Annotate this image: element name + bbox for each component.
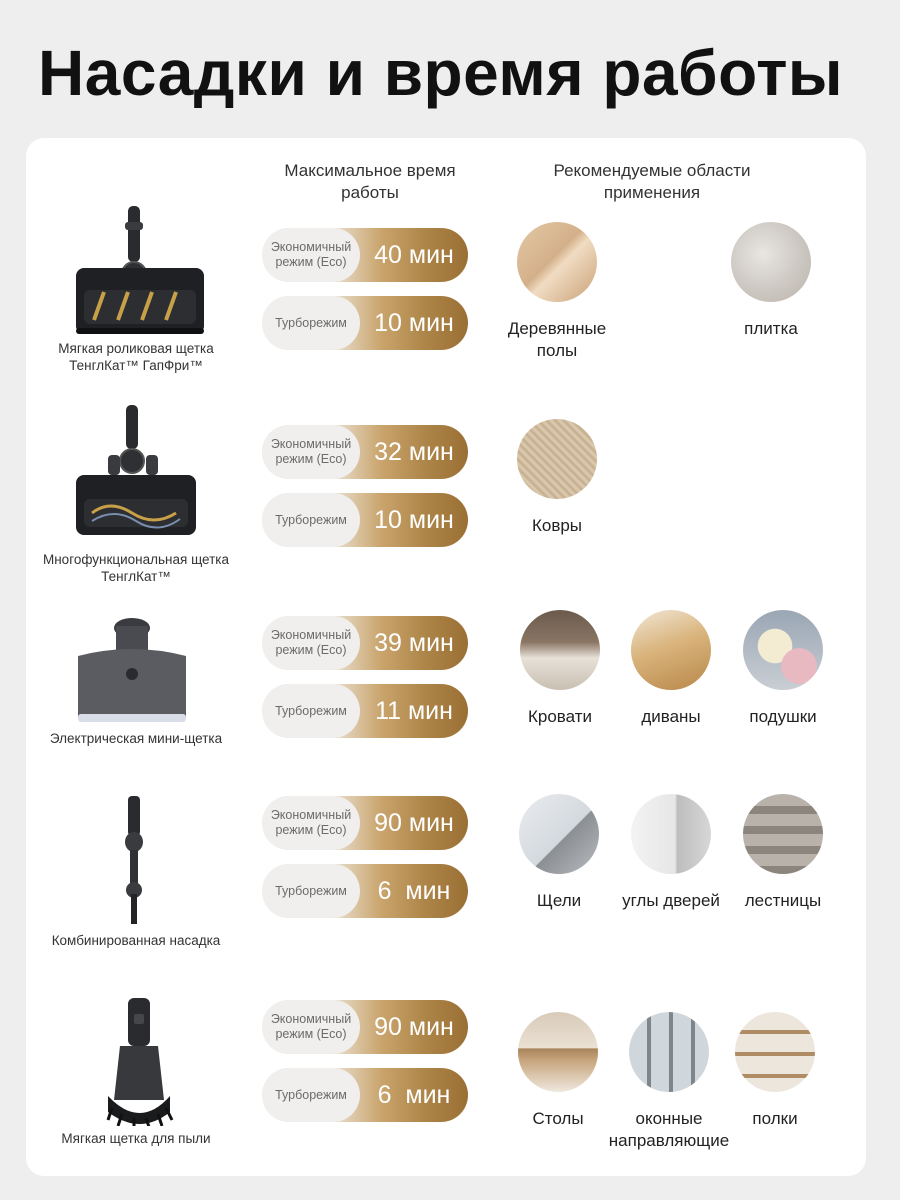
turbo-time-pill (262, 296, 468, 350)
area-label: плитка (744, 319, 798, 338)
mini-brush-image (72, 614, 192, 728)
area-label: Щели (536, 891, 582, 910)
attachment-row-multi-brush (26, 403, 866, 593)
area-label: диваны (641, 707, 701, 726)
header-areas: Рекомендуемые области применения (553, 161, 751, 202)
crevice-image (519, 794, 599, 874)
eco-time-pill (262, 1000, 468, 1054)
area-label: оконные направляющие (608, 1109, 730, 1150)
turbo-time-pill (262, 864, 468, 918)
area-label: Деревянные полы (507, 319, 607, 360)
turbo-time-value: 11 мин (375, 696, 453, 725)
eco-mode-label: Экономичный режим (Eco) (262, 1000, 360, 1054)
attachment-row-roller-brush (26, 204, 866, 384)
area-label: лестницы (744, 891, 822, 910)
attachment-row-combo-tool (26, 794, 866, 974)
attachment-row-dust-brush (26, 996, 866, 1166)
combo-tool-image (110, 794, 160, 924)
turbo-mode-label: Турборежим (262, 296, 360, 350)
roller-brush-image (70, 204, 210, 336)
turbo-mode-label: Турборежим (262, 1068, 360, 1122)
dust-brush-image (100, 996, 180, 1126)
eco-time-pill (262, 796, 468, 850)
eco-time-pill (262, 425, 468, 479)
eco-time-value: 39 мин (374, 628, 454, 657)
turbo-time-value: 6 мин (377, 876, 451, 905)
eco-time-pill (262, 228, 468, 282)
eco-time-value: 90 мин (374, 1012, 454, 1041)
area-label: углы дверей (622, 891, 720, 910)
sofa-image (631, 610, 711, 690)
turbo-mode-label: Турборежим (262, 493, 360, 547)
eco-time-value: 90 мин (374, 808, 454, 837)
carpet-image (517, 419, 597, 499)
tool-name: Мягкая роликовая щетка ТенглКат™ ГапФри™ (58, 341, 214, 373)
eco-time-value: 32 мин (374, 437, 454, 466)
area-label: Столы (532, 1109, 584, 1128)
eco-mode-label: Экономичный режим (Eco) (262, 228, 360, 282)
eco-time-pill (262, 616, 468, 670)
tile-image (731, 222, 811, 302)
turbo-mode-label: Турборежим (262, 684, 360, 738)
turbo-time-pill (262, 1068, 468, 1122)
turbo-time-pill (262, 493, 468, 547)
turbo-time-pill (262, 684, 468, 738)
area-label: Ковры (531, 516, 583, 535)
bed-image (520, 610, 600, 690)
tool-name: Комбинированная насадка (51, 933, 221, 948)
eco-time-value: 40 мин (374, 240, 454, 269)
eco-mode-label: Экономичный режим (Eco) (262, 796, 360, 850)
window-track-image (629, 1012, 709, 1092)
multi-brush-image (70, 403, 210, 535)
stairs-image (743, 794, 823, 874)
eco-mode-label: Экономичный режим (Eco) (262, 616, 360, 670)
tool-name: Мягкая щетка для пыли (61, 1131, 211, 1146)
area-label: полки (752, 1109, 798, 1128)
eco-mode-label: Экономичный режим (Eco) (262, 425, 360, 479)
header-max-time: Максимальное время работы (284, 161, 456, 202)
turbo-time-value: 6 мин (377, 1080, 451, 1109)
pillow-image (743, 610, 823, 690)
shelf-image (735, 1012, 815, 1092)
tool-name: Многофункциональная щетка ТенглКат™ (42, 552, 229, 584)
page-title: Насадки и время работы (38, 37, 844, 109)
area-label: Кровати (527, 707, 592, 726)
turbo-time-value: 10 мин (374, 505, 454, 534)
table-image (518, 1012, 598, 1092)
turbo-mode-label: Турборежим (262, 864, 360, 918)
attachment-row-mini-brush (26, 604, 866, 774)
tool-name: Электрическая мини-щетка (49, 731, 223, 746)
area-label: подушки (749, 707, 817, 726)
door-corner-image (631, 794, 711, 874)
wood-floor-image (517, 222, 597, 302)
content-card (26, 138, 866, 1176)
turbo-time-value: 10 мин (374, 308, 454, 337)
